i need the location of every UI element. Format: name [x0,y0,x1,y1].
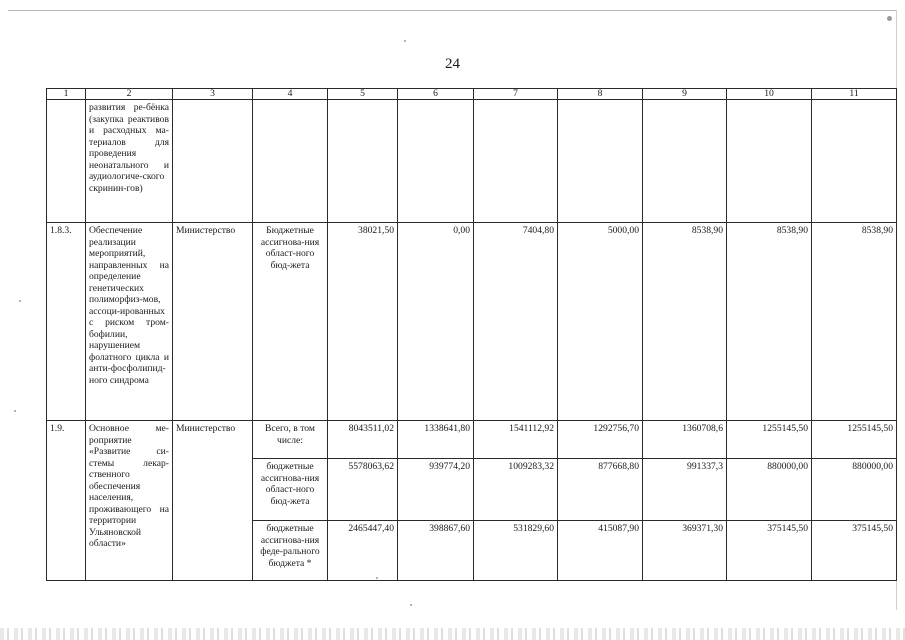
item-name: развития ре-бёнка (закупка реактивов и расходных ма-териалов для проведения неонатального и аудиологиче-ского скринин-гов) [86,100,173,223]
item-number: 1.8.3. [47,223,86,421]
item-funding-source [253,100,328,223]
scan-speck [14,410,16,412]
page-edge [8,10,896,11]
column-number: 6 [398,89,474,100]
item-value: 8538,90 [643,223,727,421]
item-value: 1255145,50 [812,421,897,459]
item-number [47,100,86,223]
column-number: 10 [727,89,812,100]
scan-artifact [0,628,905,640]
item-executor: Министерство [173,223,253,421]
item-value: 877668,80 [558,459,643,521]
item-value [727,100,812,223]
column-number: 1 [47,89,86,100]
item-name: Обеспечение реализации мероприятий, направленных на определение генетических полиморфиз-мов, ассоци-ированных с риском тром-бофилии, нарушением фолатного цикла и анти-фосфолипид-ного синдрома [86,223,173,421]
item-value [558,100,643,223]
item-number: 1.9. [47,421,86,581]
item-value: 8043511,02 [328,421,398,459]
item-value: 5578063,62 [328,459,398,521]
item-value: 38021,50 [328,223,398,421]
scan-speck [376,577,378,579]
column-number: 9 [643,89,727,100]
item-name: Основное ме-роприятие «Развитие си-стемы лекар-ственного обеспечения населения, проживающего на территории Ульяновской области» [86,421,173,581]
item-value: 8538,90 [812,223,897,421]
item-value: 415087,90 [558,521,643,581]
item-value: 1541112,92 [474,421,558,459]
item-value: 991337,3 [643,459,727,521]
budget-table [46,88,897,581]
item-value: 531829,60 [474,521,558,581]
page-number: 24 [445,56,460,72]
table-row [47,223,897,421]
item-funding-source: бюджетные ассигнова-ния област-ного бюд-жета [253,459,328,521]
item-value [474,100,558,223]
scan-speck [887,16,892,21]
column-number: 11 [812,89,897,100]
table-row [47,100,897,223]
item-funding-source: Всего, в том числе: [253,421,328,459]
item-executor: Министерство [173,421,253,581]
item-value: 1360708,6 [643,421,727,459]
item-funding-source: Бюджетные ассигнова-ния област-ного бюд-жета [253,223,328,421]
item-value: 1338641,80 [398,421,474,459]
item-value: 880000,00 [727,459,812,521]
header-row [47,89,897,100]
item-value [643,100,727,223]
item-funding-source: бюджетные ассигнова-ния феде-рального бюджета * [253,521,328,581]
scan-speck [410,604,412,606]
item-value: 939774,20 [398,459,474,521]
item-value: 375145,50 [727,521,812,581]
column-number: 2 [86,89,173,100]
item-value: 398867,60 [398,521,474,581]
item-value: 5000,00 [558,223,643,421]
table-row [47,421,897,459]
item-value: 2465447,40 [328,521,398,581]
item-value [812,100,897,223]
column-number: 4 [253,89,328,100]
scan-speck [19,300,21,302]
item-value: 0,00 [398,223,474,421]
item-value: 1009283,32 [474,459,558,521]
item-value [398,100,474,223]
column-number: 7 [474,89,558,100]
item-value: 369371,30 [643,521,727,581]
item-value: 8538,90 [727,223,812,421]
scan-speck [404,40,406,42]
column-number: 5 [328,89,398,100]
item-value: 1292756,70 [558,421,643,459]
column-number: 8 [558,89,643,100]
item-value: 7404,80 [474,223,558,421]
item-value: 880000,00 [812,459,897,521]
item-executor [173,100,253,223]
item-value: 1255145,50 [727,421,812,459]
column-number: 3 [173,89,253,100]
item-value: 375145,50 [812,521,897,581]
item-value [328,100,398,223]
